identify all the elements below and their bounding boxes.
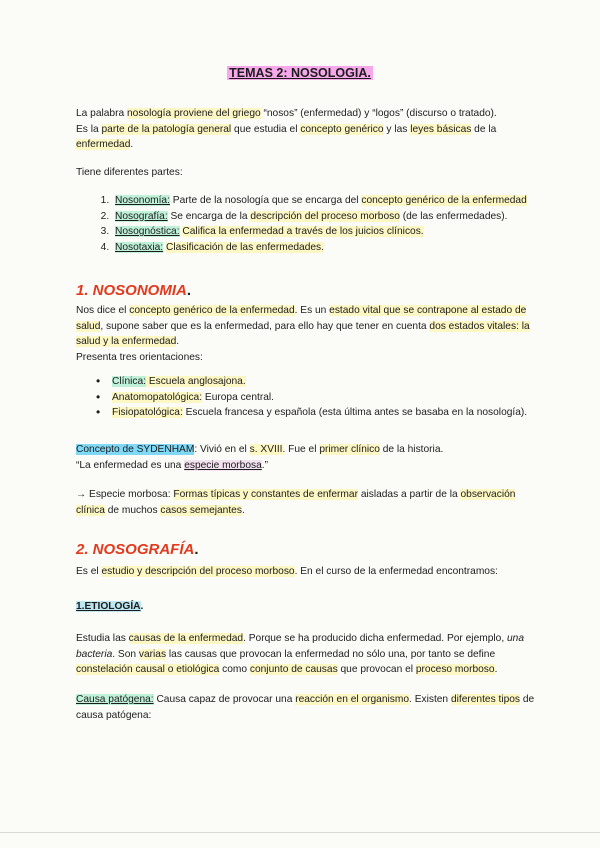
section-heading-nosonomia: 1. NOSONOMIA.: [76, 282, 192, 299]
causa-patogena-paragraph: Causa patógena: Causa capaz de provocar una reacción en el organismo. Existen diferentes tipos de causa patógena:: [76, 694, 535, 721]
nosografia-paragraph: Es el estudio y descripción del proceso morboso. En el curso de la enfermedad encontramos:: [76, 566, 498, 577]
etiologia-paragraph: Estudia las causas de la enfermedad. Porque se ha producido dicha enfermedad. Por ejemplo, una bacteria. Son varias las causas que provocan la enfermedad no sólo una, por tanto se define constelación causal o etiológica como conjunto de causas que provocan el proceso morboso.: [76, 633, 524, 676]
list-item: • Clínica: Escuela anglosajona.: [110, 374, 546, 390]
sydenham-paragraph: Concepto de SYDENHAM: Vivió en el s. XVIII. Fue el primer clínico de la historia. “La enfermedad es una especie morbosa.”: [76, 444, 444, 471]
subheading-etiologia: 1.ETIOLOGÍA.: [76, 601, 144, 612]
parts-list: [76, 193, 546, 255]
page-edge: [0, 832, 600, 833]
list-item: 2. Nosografía: Se encarga de la descripción del proceso morboso (de las enfermedades).: [112, 209, 546, 225]
list-item: 1. Nosonomía: Parte de la nosología que se encarga del concepto genérico de la enfermedad: [112, 193, 546, 209]
section-heading-nosografia: 2. NOSOGRAFÍA.: [76, 541, 199, 558]
parts-label: Tiene diferentes partes:: [76, 167, 183, 178]
especie-morbosa-paragraph: → Especie morbosa: Formas típicas y constantes de enfermar aisladas a partir de la observación clínica de muchos casos semejantes.: [76, 489, 516, 516]
nosonomia-paragraph: Nos dice el concepto genérico de la enfermedad. Es un estado vital que se contrapone al estado de salud, supone saber que es la enfermedad, para ello hay que tener en cuenta dos estados vitales: la salud y la enfermedad. Presenta tres orientaciones:: [76, 305, 530, 363]
intro-paragraph: La palabra nosología proviene del griego “nosos” (enfermedad) y “logos” (discurso o tratado). Es la parte de la patología general que estudia el concepto genérico y las leyes básicas de la enfermedad.: [76, 108, 497, 151]
list-item: • Fisiopatológica: Escuela francesa y española (esta última antes se basaba en la nosología).: [110, 405, 546, 421]
list-item: • Anatomopatológica: Europa central.: [110, 390, 546, 406]
orientations-list: [76, 374, 546, 421]
list-item: 4. Nosotaxia: Clasificación de las enfermedades.: [112, 240, 546, 256]
page-title: TEMAS 2: NOSOLOGIA.: [229, 66, 371, 80]
list-item: 3. Nosognóstica: Califica la enfermedad a través de los juicios clínicos.: [112, 224, 546, 240]
